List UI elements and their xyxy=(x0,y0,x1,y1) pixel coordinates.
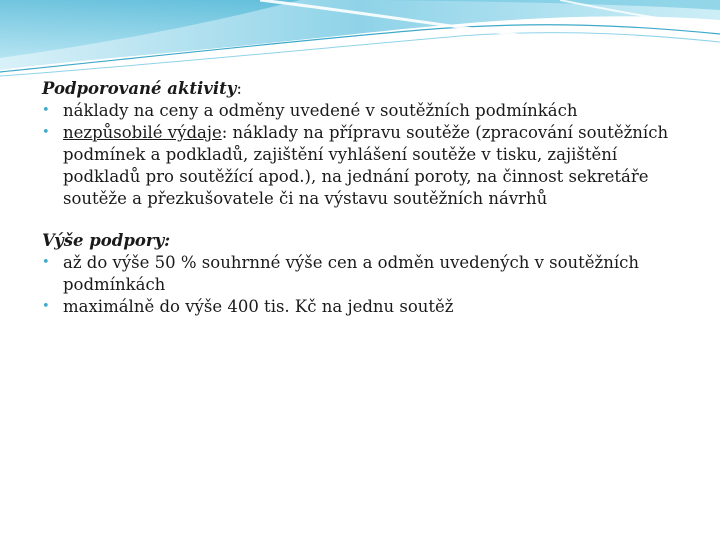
header-wave-decoration xyxy=(0,0,720,90)
section2-heading: Výše podpory: xyxy=(42,231,171,250)
bullet-icon: • xyxy=(42,255,50,270)
bullet-icon: • xyxy=(42,299,50,314)
bullet-icon: • xyxy=(42,125,50,140)
list-item: • náklady na ceny a odměny uvedené v soutěžních podmínkách xyxy=(42,101,578,120)
section2-list xyxy=(42,252,682,318)
list-item: • maximálně do výše 400 tis. Kč na jednu soutěž xyxy=(42,297,454,316)
list-item: • až do výše 50 % souhrnné výše cen a odměn uvedených v soutěžních podmínkách xyxy=(42,253,640,294)
list-item: • nezpůsobilé výdaje: náklady na přípravu soutěže (zpracování soutěžních podmínek a podkladů, zajištění vyhlášení soutěže v tisku, zajištění podkladů pro soutěžící apod.), na jednání poroty, na činnost sekretáře soutěže a přezkušovatele či na výstavu soutěžních návrhů xyxy=(42,123,669,208)
underlined-term: nezpůsobilé výdaje xyxy=(63,123,222,142)
section1-list xyxy=(42,100,682,210)
bullet-icon: • xyxy=(42,103,50,118)
slide-content xyxy=(42,78,682,318)
section1-heading: Podporované aktivity: xyxy=(42,79,242,98)
